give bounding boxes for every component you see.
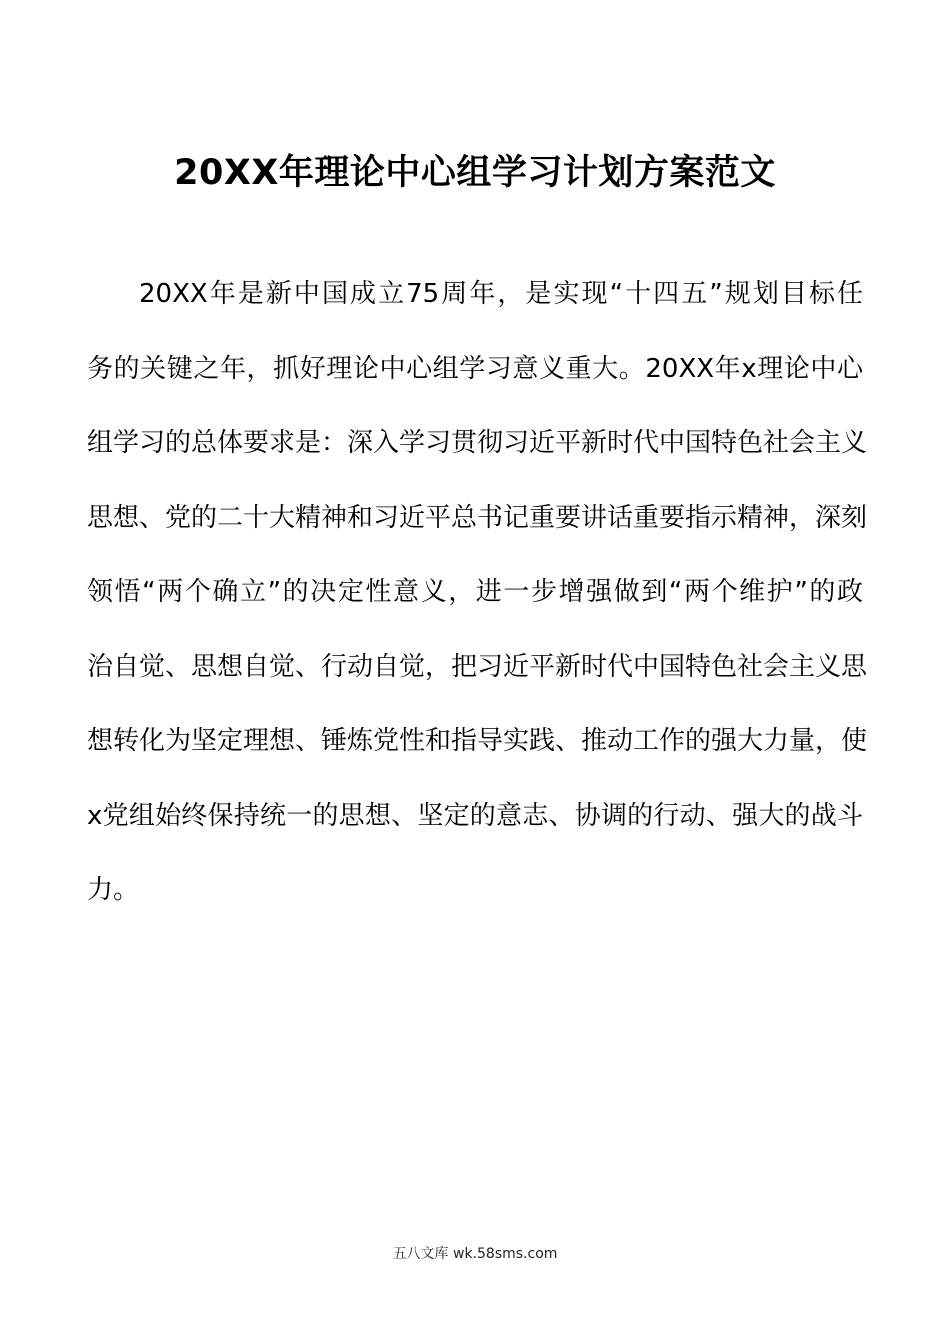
footer-watermark: 五八文库 wk.58sms.com — [392, 1246, 558, 1262]
document-title: 20XX年理论中心组学习计划方案范文 — [174, 153, 776, 193]
paragraph-line: 20XX年是新中国成立75周年，是实现“十四五”规划目标任 — [139, 279, 863, 309]
paragraph-line: 想转化为坚定理想、锤炼党性和指导实践、推动工作的强大力量，使 — [87, 726, 868, 756]
paragraph-line: 治自觉、思想自觉、行动自觉，把习近平新时代中国特色社会主义思 — [87, 651, 868, 682]
paragraph-line: 务的关键之年，抓好理论中心组学习意义重大。20XX年x理论中心 — [87, 353, 863, 384]
paragraph-line: x党组始终保持统一的思想、坚定的意志、协调的行动、强大的战斗 — [87, 800, 863, 831]
body-paragraph — [87, 264, 868, 935]
paragraph-line: 领悟“两个确立”的决定性意义，进一步增强做到“两个维护”的政 — [87, 577, 863, 607]
paragraph-line: 组学习的总体要求是：深入学习贯彻习近平新时代中国特色社会主义 — [87, 428, 868, 458]
paragraph-line: 思想、党的二十大精神和习近平总书记重要讲话重要指示精神，深刻 — [87, 502, 868, 533]
paragraph-line-last: 力。 — [87, 875, 140, 905]
